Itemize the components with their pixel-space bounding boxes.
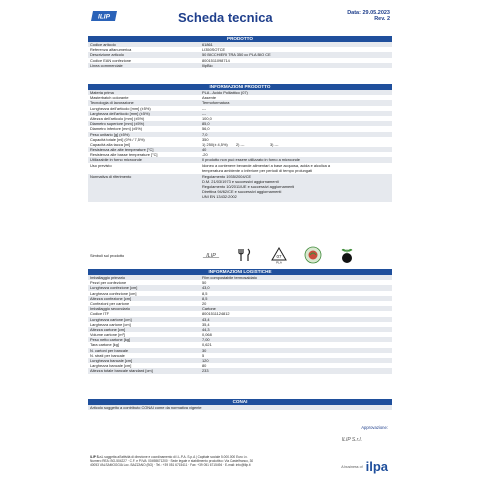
row-value: 43,4	[202, 316, 210, 322]
row-value	[202, 174, 392, 202]
row-value: 5	[202, 352, 205, 358]
row-value: 8,5	[202, 290, 208, 296]
row-value: 44,3	[202, 326, 210, 332]
row-key: Lunghezza dell'articolo [mm] (±5%)	[90, 105, 151, 111]
revision-text: Rev. 2	[374, 16, 390, 22]
row-value: 3) ---	[270, 141, 279, 147]
text-line: Direttiva 94/62/CE e successivi aggiornamenti	[202, 188, 282, 194]
footer-line: soggetta all'attività di direzione e coordinamento di I.L.P.A. S.p.A | Capitale sociale 5.000.000 Euro i.v.	[104, 455, 248, 459]
row-key: Resistenza alle alte temperature [°C]	[90, 147, 154, 153]
row-key: N. cartoni per bancale	[90, 347, 129, 353]
food-contact-icon	[236, 246, 254, 264]
date-text: Data: 29.05.2023	[347, 10, 390, 16]
row-value: 0,068	[202, 332, 212, 338]
row-key: Larghezza bancale [cm]	[90, 363, 132, 369]
row-value: Assente	[202, 95, 217, 101]
row-key: Descrizione articolo	[90, 52, 124, 58]
row-value: 43,0	[202, 285, 210, 291]
row-value: -20	[202, 152, 208, 158]
row-value: 350	[202, 136, 209, 142]
row-key: Larghezza confezione [cm]	[90, 290, 137, 296]
ilip-logo-icon	[90, 10, 118, 22]
row-value: 1) 250(± 4,5%)	[202, 141, 228, 147]
row-key: Imballaggio secondario	[90, 306, 131, 312]
row-key: Normativa di riferimento	[90, 173, 132, 179]
row-value: 120	[202, 358, 209, 363]
row-value: 50	[202, 280, 207, 286]
section-header-info: INFORMAZIONI PRODOTTO	[88, 84, 392, 90]
row-key: Utilizzabile in forno microonde	[90, 157, 142, 163]
row-key: Materia prima	[90, 90, 114, 95]
row-value: Termoformatura	[202, 100, 230, 106]
ilip-logo-icon	[202, 246, 220, 264]
row-value: 2) ---	[236, 141, 245, 147]
row-value: ---	[202, 110, 206, 116]
section-header-prodotto: PRODOTTO	[88, 36, 392, 42]
approval-label: Approvazione:	[361, 425, 388, 430]
table-row	[88, 174, 392, 202]
row-value: 50 BICCHIERI TRA 350 cc PLA BIO CE	[202, 52, 271, 58]
row-value: 40	[202, 147, 207, 153]
row-key: Linea commerciale	[90, 62, 123, 68]
table-row	[88, 163, 392, 174]
row-value: LI350SOTCE	[202, 47, 226, 53]
row-key: Codice articolo	[90, 42, 116, 47]
conai-text: Articolo soggetto a contributo CONAI come da normativa vigente	[88, 405, 392, 410]
row-key: Larghezza dell'articolo [mm] (±5%)	[90, 110, 150, 116]
conai-section	[88, 399, 392, 410]
row-key: Diametro inferiore [mm] (±5%)	[90, 126, 143, 132]
svg-text:ILIP: ILIP	[98, 13, 110, 21]
row-key: Tara cartone [kg]	[90, 342, 119, 348]
row-value: 7,0	[202, 131, 208, 137]
text-line: D.M. 21/03/1973 e successivi aggiornamenti	[202, 178, 279, 184]
text-line: temperatura ambiente o inferiore per periodi di tempo prolungati	[202, 167, 313, 173]
row-key: N. strati per bancale	[90, 352, 125, 358]
row-value: ---	[202, 105, 206, 111]
brand-name: ilpa	[365, 459, 388, 474]
row-value: PLA - Acido Polilattico (07)	[202, 90, 248, 95]
row-value: 80	[202, 363, 207, 369]
svg-text:ILIP: ILIP	[206, 252, 216, 259]
row-key: Larghezza cartone [cm]	[90, 321, 131, 327]
brand-block	[341, 459, 388, 474]
row-value: 0,621	[202, 342, 212, 348]
row-value: 7,00	[202, 337, 210, 343]
footer-line: 40053 VALSAMOGGIA Loc. BAZZANO (BO) · Tel.: +39 051 6715411 · Fax: +39 051 6715494 · E-mail: info@ilip.it	[90, 463, 251, 467]
row-key: Peso netto cartone [kg]	[90, 337, 131, 343]
row-key: Resistenza alle basse temperature [°C]	[90, 152, 158, 158]
row-value: 8001511098714	[202, 57, 230, 63]
row-key: Capacità alla tacca [ml]	[90, 141, 131, 147]
footer	[90, 455, 290, 467]
row-key: Altezza totale bancale standard [cm]	[90, 368, 153, 374]
table-row	[88, 368, 392, 373]
row-key: Altezza cartone [cm]	[90, 326, 126, 332]
seedling-icon	[338, 246, 356, 264]
row-key: Codice ITF	[90, 311, 110, 317]
row-key: Capacità totale [ml] (0% / 7,5%)	[90, 136, 145, 142]
svg-text:07: 07	[276, 254, 282, 259]
row-key: Codice EAN confezione	[90, 57, 132, 63]
row-value: 8001511124812	[202, 311, 230, 317]
row-value: 100,0	[202, 115, 212, 121]
footer-firm: ILIP S.r.l.	[90, 455, 104, 459]
row-value: Cartone	[202, 306, 216, 312]
page-title: Scheda tecnica	[178, 10, 273, 25]
row-key: Lunghezza bancale [cm]	[90, 358, 133, 363]
row-value: 85,0	[202, 121, 210, 127]
row-key: Altezza dell'articolo [mm] (±5%)	[90, 115, 145, 121]
text-line: Regolamento 1935/2004/CE	[202, 173, 252, 179]
text-line: UNI EN 13432:2002	[202, 193, 237, 199]
row-key: Masterbatch colorante	[90, 95, 129, 101]
signature: ILIP S.r.l.	[341, 437, 362, 443]
table-row	[88, 63, 392, 68]
row-key: Pezzi per confezione	[90, 280, 127, 286]
row-key: Diametro superiore [mm] (±5%)	[90, 121, 145, 127]
row-key: Volume cartone [m³]	[90, 332, 125, 338]
section-header-logistiche: INFORMAZIONI LOGISTICHE	[88, 269, 392, 275]
row-key: Lunghezza cartone [cm]	[90, 316, 132, 322]
row-value: Il prodotto non può essere utilizzato in forno a microonde	[202, 157, 300, 163]
footer-line: Numero REA: BO-504227 · C.F. e P.IVA: 00498671200 · Sede legale e stabilimento produttivo: Via Castelfranco, 30	[90, 459, 254, 463]
row-key: Lunghezza confezione [cm]	[90, 285, 138, 291]
row-value: Film compostabile termosaldato	[202, 275, 257, 280]
prodotto-table	[88, 42, 392, 68]
row-value: 233	[202, 368, 209, 374]
row-value: 56,0	[202, 126, 210, 132]
row-key: Confezioni per cartone	[90, 300, 130, 306]
brand-prefix: A business of	[341, 464, 363, 469]
svg-text:PLA: PLA	[276, 260, 282, 264]
row-value: 35,4	[202, 321, 210, 327]
row-value: 61861	[202, 42, 213, 47]
row-value	[202, 163, 392, 174]
row-value: IlipBio	[202, 62, 213, 68]
date-block	[347, 10, 390, 22]
row-key: Referenza alfanumerica	[90, 47, 132, 53]
row-key: Peso unitario [g] (±5%)	[90, 131, 130, 137]
tech-sheet-page	[88, 0, 392, 480]
logistics-table	[88, 275, 392, 374]
info-table	[88, 90, 392, 202]
compostable-icon	[304, 246, 322, 264]
row-key: Simboli sul prodotto	[90, 252, 125, 258]
row-value: 20	[202, 300, 207, 306]
row-key: Uso previsto	[90, 162, 112, 168]
row-key: Tecnologia di lavorazione	[90, 100, 134, 106]
row-value: 30	[202, 347, 207, 353]
product-symbols	[88, 242, 392, 268]
section-header-conai: CONAI	[88, 399, 392, 405]
header	[88, 6, 392, 36]
row-key: Imballaggio primario	[90, 275, 126, 280]
row-value: 8,5	[202, 295, 208, 301]
recycle-07-icon	[270, 246, 288, 264]
text-line: Idoneo a contenere bevande alimentari a base acquosa, acida e alcolica a	[202, 162, 331, 168]
text-line: Regolamento 10/2011/UE e successivi aggiornamenti	[202, 183, 295, 189]
row-key: Altezza confezione [cm]	[90, 295, 132, 301]
